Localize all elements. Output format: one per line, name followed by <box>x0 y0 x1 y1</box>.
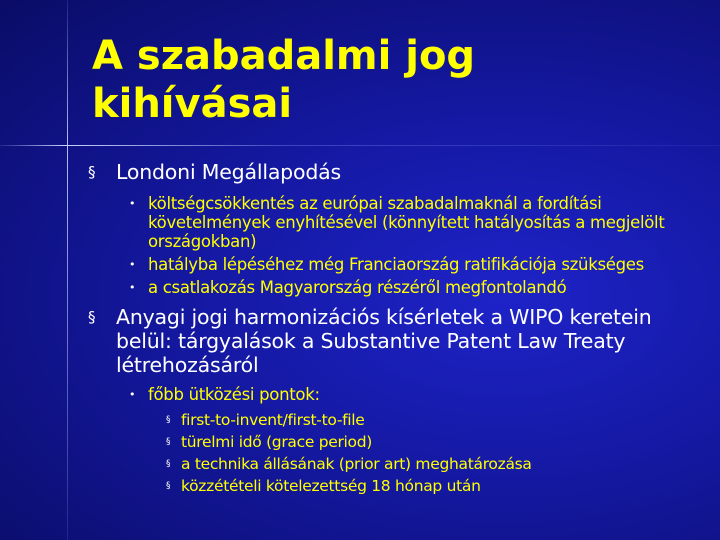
slide-body <box>88 160 708 498</box>
bullet-item-london-agreement <box>88 160 708 184</box>
sub-bullet-item <box>116 194 708 251</box>
sub-sub-bullet-list <box>148 410 708 496</box>
dot-bullet-icon: • <box>129 388 136 401</box>
bullet-text: Anyagi jogi harmonizációs kísérletek a WIPO keretein belül: tárgyalások a Substantive Patent Law Treaty létrehozásáról <box>116 305 652 377</box>
sub-bullet-item <box>116 255 708 274</box>
section-bullet-icon: § <box>88 163 96 181</box>
sub-sub-bullet-item <box>148 410 708 430</box>
section-bullet-icon: § <box>166 459 171 469</box>
dot-bullet-icon: • <box>129 197 136 210</box>
sub-bullet-text: a csatlakozás Magyarország részéről megfontolandó <box>148 278 567 297</box>
sub-bullet-item <box>116 385 708 404</box>
decorative-horizontal-line <box>0 145 720 146</box>
bullet-item-wipo-harmonization <box>88 305 708 377</box>
section-bullet-icon: § <box>166 415 171 425</box>
slide-title-line: A szabadalmi jog <box>92 33 476 79</box>
sub-sub-bullet-item <box>148 476 708 496</box>
sub-bullet-text: főbb ütközési pontok: <box>148 385 320 404</box>
sub-bullet-list <box>116 385 708 496</box>
section-bullet-icon: § <box>166 437 171 447</box>
sub-sub-bullet-text: türelmi idő (grace period) <box>181 433 373 451</box>
dot-bullet-icon: • <box>129 258 136 271</box>
sub-bullet-text: költségcsökkentés az európai szabadalmaknál a fordítási követelmények enyhítésével (könnyített hatályosítás a megjelölt országokban) <box>148 194 665 251</box>
sub-bullet-text: hatályba lépéséhez még Franciaország ratifikációja szükséges <box>148 255 644 274</box>
sub-sub-bullet-item <box>148 454 708 474</box>
dot-bullet-icon: • <box>129 281 136 294</box>
decorative-vertical-line <box>67 0 68 540</box>
sub-sub-bullet-item <box>148 432 708 452</box>
bullet-text: Londoni Megállapodás <box>116 160 341 184</box>
sub-bullet-item <box>116 278 708 297</box>
slide-title-line: kihívásai <box>92 81 293 127</box>
sub-bullet-list <box>116 194 708 297</box>
sub-sub-bullet-text: first-to-invent/first-to-file <box>181 411 365 429</box>
sub-sub-bullet-text: közzétételi kötelezettség 18 hónap után <box>181 477 481 495</box>
slide-title <box>92 32 692 128</box>
sub-sub-bullet-text: a technika állásának (prior art) meghatározása <box>181 455 532 473</box>
section-bullet-icon: § <box>88 308 96 326</box>
section-bullet-icon: § <box>166 481 171 491</box>
